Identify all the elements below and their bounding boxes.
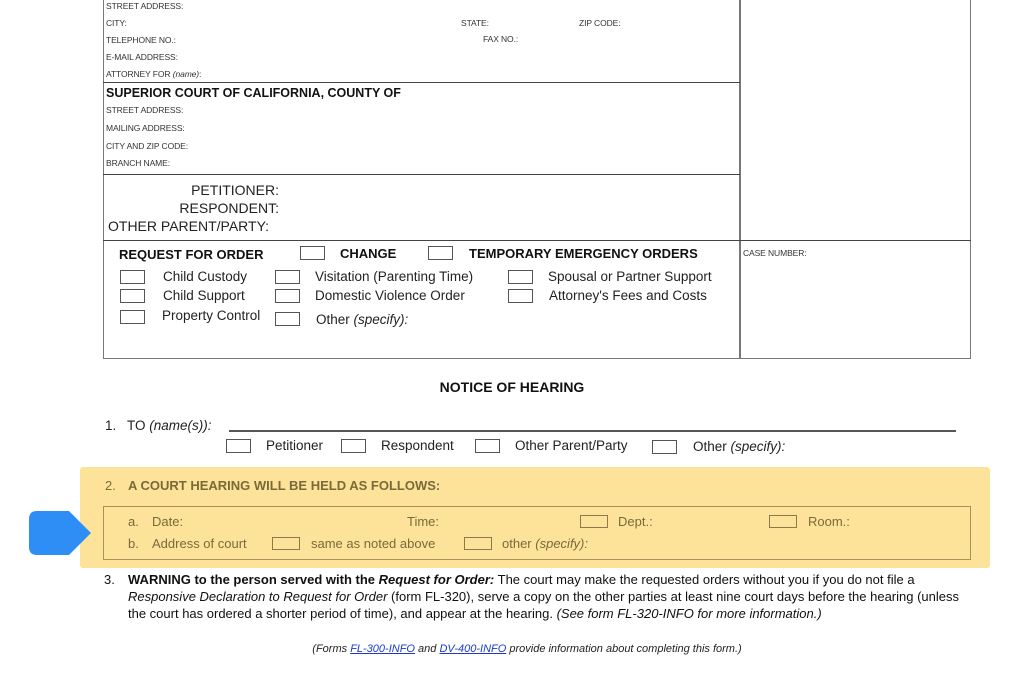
notice-title: NOTICE OF HEARING <box>439 379 585 395</box>
address-of-court-label: Address of court <box>152 536 247 551</box>
to-label-note: (name(s)): <box>149 418 212 433</box>
warning-paragraph <box>104 571 974 622</box>
domestic-violence-label: Domestic Violence Order <box>315 288 465 303</box>
child-custody-checkbox[interactable] <box>120 270 145 284</box>
to-names-input-line[interactable] <box>229 430 956 432</box>
petitioner-label: PETITIONER: <box>191 182 279 198</box>
other-address-note: (specify): <box>535 536 588 551</box>
spousal-support-checkbox[interactable] <box>508 270 533 284</box>
temporary-emergency-checkbox[interactable] <box>428 246 453 260</box>
property-control-label: Property Control <box>162 308 261 323</box>
same-as-above-checkbox[interactable] <box>272 537 300 550</box>
child-support-label: Child Support <box>163 288 245 303</box>
item3-number: 3. <box>104 572 115 587</box>
to-other-label <box>693 439 785 454</box>
other-address-text: other <box>502 536 532 551</box>
other-request-note: (specify): <box>353 312 409 327</box>
visitation-label: Visitation (Parenting Time) <box>315 269 474 284</box>
attorney-state-label: STATE: <box>461 18 489 28</box>
column-divider <box>739 0 741 359</box>
to-petitioner-label: Petitioner <box>266 438 324 453</box>
divider <box>103 240 971 241</box>
time-label[interactable]: Time: <box>407 514 440 529</box>
warning-text-1: The court may make the requested orders without you if you do not file a <box>497 572 915 587</box>
attorney-fees-label: Attorney's Fees and Costs <box>549 288 707 303</box>
other-parent-label: OTHER PARENT/PARTY: <box>108 218 270 234</box>
to-petitioner-checkbox[interactable] <box>226 439 251 453</box>
dept-label: Dept.: <box>618 514 653 529</box>
divider <box>103 82 740 83</box>
item1-number: 1. <box>105 418 117 433</box>
footer-and: and <box>418 643 437 655</box>
attorney-fax-label: FAX NO.: <box>483 34 519 44</box>
attorney-city-label: CITY: <box>106 18 127 28</box>
warning-text-2: (form FL-320), serve a copy on the other parties at least nine court days before the hearing (unless the court has ordered a shorter period of time), and appear at the hearing. <box>128 589 960 621</box>
attorney-for-text: ATTORNEY FOR <box>106 69 171 79</box>
to-respondent-checkbox[interactable] <box>341 439 366 453</box>
child-custody-label: Child Custody <box>163 269 248 284</box>
property-control-checkbox[interactable] <box>120 310 145 324</box>
attorney-for-label <box>106 69 201 79</box>
room-label: Room.: <box>808 514 850 529</box>
responsive-declaration-form-name: Responsive Declaration to Request for Order <box>128 589 388 604</box>
date-label[interactable]: Date: <box>152 514 184 529</box>
attorney-for-colon: : <box>199 69 202 79</box>
court-city-zip-label: CITY AND ZIP CODE: <box>106 141 188 151</box>
same-as-above-label: same as noted above <box>311 536 436 551</box>
child-support-checkbox[interactable] <box>120 289 145 303</box>
room-checkbox[interactable] <box>769 515 797 528</box>
court-mailing-address-label: MAILING ADDRESS: <box>106 123 185 133</box>
respondent-label: RESPONDENT: <box>179 200 279 216</box>
item2b-label: b. <box>128 536 139 551</box>
forms-info-note <box>0 643 1024 655</box>
to-other-parent-label: Other Parent/Party <box>515 438 628 453</box>
item1-to-label <box>127 418 212 433</box>
pointer-marker-icon <box>29 511 91 555</box>
to-other-note: (specify): <box>730 439 786 454</box>
request-for-order-title: REQUEST FOR ORDER <box>119 247 264 262</box>
temporary-emergency-label: TEMPORARY EMERGENCY ORDERS <box>469 246 698 261</box>
court-street-address-label: STREET ADDRESS: <box>106 105 184 115</box>
item2-number: 2. <box>105 478 116 493</box>
change-checkbox[interactable] <box>300 246 325 260</box>
to-other-text: Other <box>693 439 727 454</box>
visitation-checkbox[interactable] <box>275 270 300 284</box>
to-other-parent-checkbox[interactable] <box>475 439 500 453</box>
warning-request-for-order: Request for Order: <box>378 572 495 587</box>
item2-title: A COURT HEARING WILL BE HELD AS FOLLOWS: <box>128 478 441 493</box>
footer-prefix: (Forms <box>312 643 348 655</box>
fl-300-info-link[interactable]: FL-300-INFO <box>350 643 415 655</box>
change-label: CHANGE <box>340 246 397 261</box>
dept-checkbox[interactable] <box>580 515 608 528</box>
other-address-checkbox[interactable] <box>464 537 492 550</box>
court-branch-name-label: BRANCH NAME: <box>106 158 170 168</box>
divider <box>103 174 740 175</box>
other-request-label <box>316 312 408 327</box>
other-address-label <box>502 536 588 551</box>
footer-suffix: provide information about completing this form.) <box>509 643 742 655</box>
to-other-checkbox[interactable] <box>652 440 677 454</box>
dv-400-info-link[interactable]: DV-400-INFO <box>439 643 507 655</box>
court-title: SUPERIOR COURT OF CALIFORNIA, COUNTY OF <box>106 86 401 100</box>
attorney-email-label: E-MAIL ADDRESS: <box>106 52 178 62</box>
attorney-telephone-label: TELEPHONE NO.: <box>106 35 176 45</box>
domestic-violence-checkbox[interactable] <box>275 289 300 303</box>
other-request-text: Other <box>316 312 350 327</box>
spousal-support-label: Spousal or Partner Support <box>548 269 712 284</box>
attorney-zip-label: ZIP CODE: <box>579 18 621 28</box>
attorney-for-note: (name) <box>172 69 200 79</box>
form-header-grid <box>103 0 971 359</box>
to-label-text: TO <box>127 418 146 433</box>
to-respondent-label: Respondent <box>381 438 454 453</box>
see-form-info: (See form FL-320-INFO for more information.) <box>556 606 822 621</box>
attorney-street-address-label: STREET ADDRESS: <box>106 1 184 11</box>
warning-bold-text: WARNING to the person served with the <box>128 572 376 587</box>
attorney-fees-checkbox[interactable] <box>508 289 533 303</box>
case-number-label: CASE NUMBER: <box>743 248 807 258</box>
item2a-label: a. <box>128 514 139 529</box>
other-request-checkbox[interactable] <box>275 312 300 326</box>
